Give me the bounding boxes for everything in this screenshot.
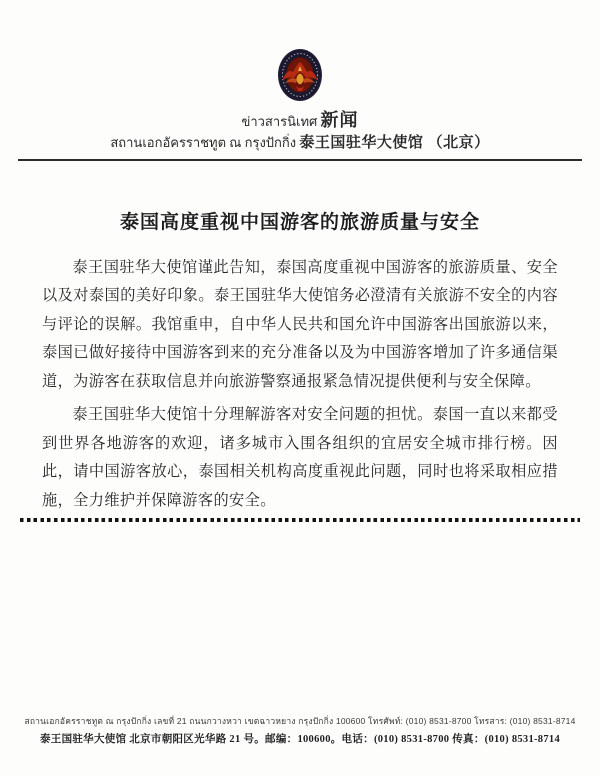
document-body	[42, 254, 558, 516]
body-paragraph-1: 泰王国驻华大使馆谨此告知，泰国高度重视中国游客的旅游质量、安全以及对泰国的美好印象。泰王国驻华大使馆务必澄清有关旅游不安全的内容与评论的误解。我馆重申，自中华人民共和国允许中国游客出国旅游以来，泰国已做好接待中国游客到来的充分准备以及为中国游客增加了许多通信渠道，为游客在获取信息并向旅游警察通报紧急情况提供便利与安全保障。	[42, 258, 558, 390]
document-footer	[0, 714, 600, 746]
footer-address-chinese: 泰王国驻华大使馆 北京市朝阳区光华路 21 号。邮编：100600。电话：(010) 8531-8700 传真：(010) 8531-8714	[39, 734, 561, 745]
header-embassy-chinese: 泰王国驻华大使馆 （北京）	[299, 135, 490, 152]
document-header	[0, 108, 600, 161]
garuda-emblem-icon	[277, 48, 323, 102]
header-news-line	[0, 108, 600, 132]
header-divider	[18, 159, 582, 161]
footer-address-thai: สถานเอกอัครราชทูต ณ กรุงปักกิ่ง เลขที่ 21 ถนนกวางหวา เขตฉาวหยาง กรุงปักกิ่ง 100600 โทรศัพท์: (010) 8531-8700 โทรสาร: (010) 8531-8714	[24, 716, 576, 726]
header-embassy-line	[0, 133, 600, 153]
page-title: 泰国高度重视中国游客的旅游质量与安全	[119, 211, 480, 233]
dotted-divider	[20, 518, 580, 522]
body-paragraph-2: 泰王国驻华大使馆十分理解游客对安全问题的担忧。泰国一直以来都受到世界各地游客的欢迎，诸多城市入围各组织的宜居安全城市排行榜。因此，请中国游客放心，泰国相关机构高度重视此问题，同时也将采取相应措施，全力维护并保障游客的安全。	[42, 406, 558, 509]
header-embassy-thai: สถานเอกอัครราชทูต ณ กรุงปักกิ่ง	[110, 135, 297, 151]
header-news-thai: ข่าวสารนิเทศ	[241, 114, 318, 129]
header-news-chinese: 新闻	[320, 110, 359, 130]
emblem-container	[0, 0, 600, 102]
